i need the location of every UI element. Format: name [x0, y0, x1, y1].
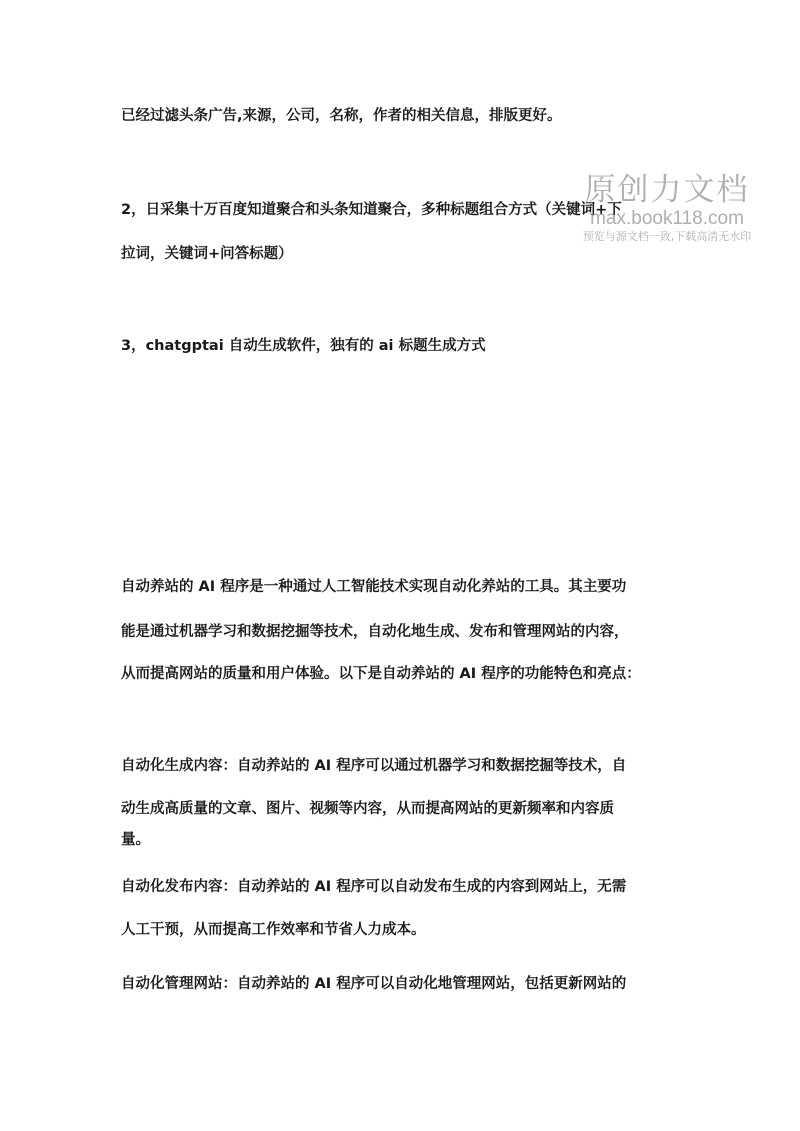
text-line-6: 能是通过机器学习和数据挖掘等技术，自动化地生成、发布和管理网站的内容， [121, 624, 629, 640]
text-line-1: 已经过滤头条广告,来源，公司，名称，作者的相关信息，排版更好。 [121, 108, 562, 124]
text-line-9: 动生成高质量的文章、图片、视频等内容，从而提高网站的更新频率和内容质 [121, 801, 614, 817]
text-line-11: 自动化发布内容：自动养站的 AI 程序可以自动发布生成的内容到网站上，无需 [121, 879, 627, 895]
text-line-8: 自动化生成内容：自动养站的 AI 程序可以通过机器学习和数据挖掘等技术，自 [121, 758, 627, 774]
text-line-10: 量。 [121, 832, 150, 848]
text-line-5: 自动养站的 AI 程序是一种通过人工智能技术实现自动化养站的工具。其主要功 [121, 579, 627, 595]
text-line-2: 2，日采集十万百度知道聚合和头条知道聚合，多种标题组合方式（关键词+下 [121, 202, 622, 218]
text-line-13: 自动化管理网站：自动养站的 AI 程序可以自动化地管理网站，包括更新网站的 [121, 976, 627, 992]
watermark-url: max.book118.com [590, 208, 744, 229]
text-line-7: 从而提高网站的质量和用户体验。以下是自动养站的 AI 程序的功能特色和亮点： [121, 666, 641, 682]
text-line-3: 拉词，关键词+问答标题） [121, 246, 293, 262]
watermark-title: 原创力文档 [584, 172, 750, 208]
text-line-4: 3，chatgptai 自动生成软件，独有的 ai 标题生成方式 [121, 338, 486, 354]
watermark [572, 172, 762, 244]
watermark-note: 预览与源文档一致,下载高清无水印 [582, 230, 752, 243]
text-line-12: 人工干预，从而提高工作效率和节省人力成本。 [121, 922, 426, 938]
